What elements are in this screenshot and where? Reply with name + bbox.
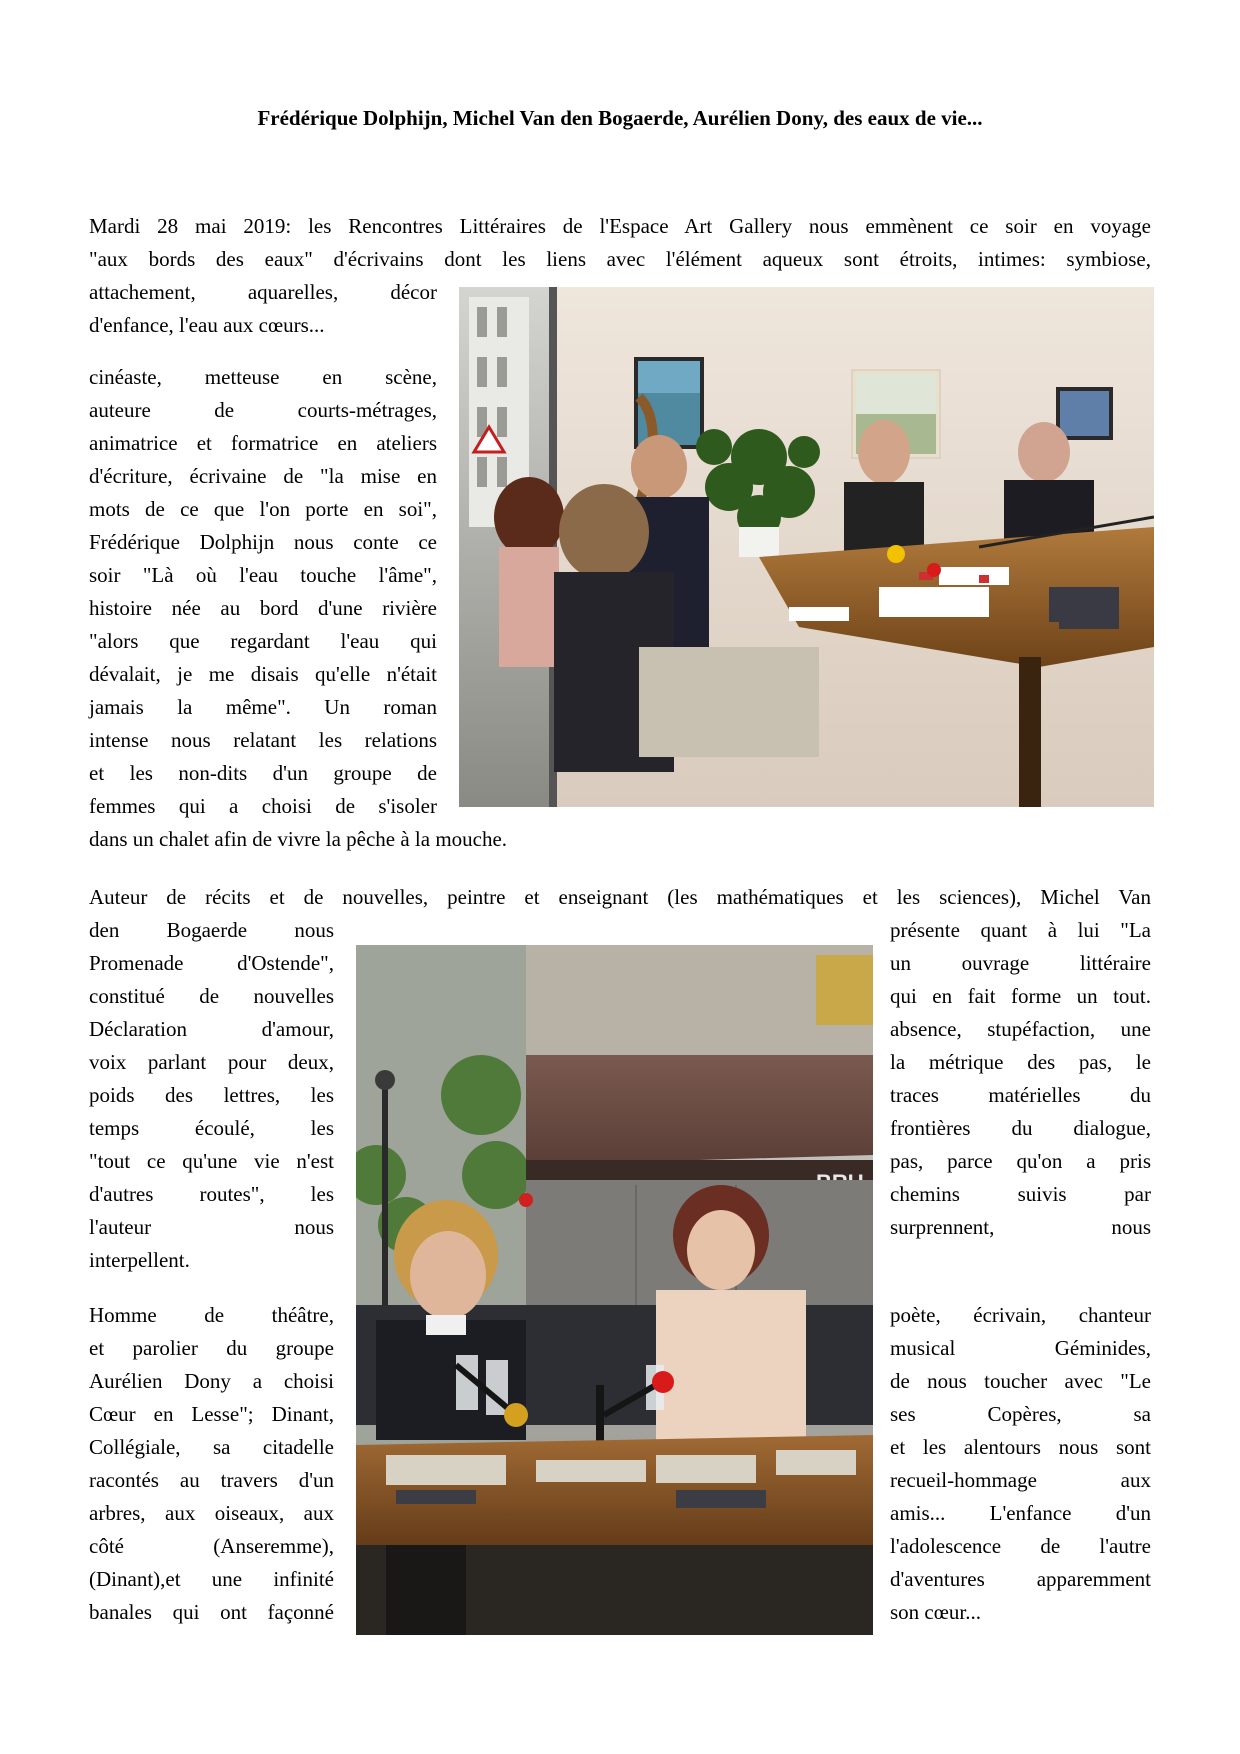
text-line: "tout ce qu'une vie n'est [89, 1149, 334, 1173]
text-line: d'aventures apparemment [890, 1567, 1151, 1591]
text-line: jamais la même". Un roman [89, 695, 437, 719]
text-line: chemins suivis par [890, 1182, 1151, 1206]
text-line: Homme de théâtre, [89, 1303, 334, 1327]
text-line: absence, stupéfaction, une [890, 1017, 1151, 1041]
text-line: l'adolescence de l'autre [890, 1534, 1151, 1558]
intro-paragraph [89, 210, 1151, 276]
text-line: et les alentours nous sont [890, 1435, 1151, 1459]
text-line: racontés au travers d'un [89, 1468, 334, 1492]
text-line: et parolier du groupe [89, 1336, 334, 1360]
dolphijn-paragraph-end [89, 823, 789, 856]
text-line: surprennent, nous [890, 1215, 1151, 1239]
text-line: constitué de nouvelles [89, 984, 334, 1008]
text-line: et les non-dits d'un groupe de [89, 761, 437, 785]
intro-left-column [89, 276, 437, 342]
text-line: recueil-hommage aux [890, 1468, 1151, 1492]
text-line: Cœur en Lesse"; Dinant, [89, 1402, 334, 1426]
text-line: den Bogaerde nous [89, 918, 334, 942]
bogaerde-paragraph-start [89, 881, 1151, 914]
text-line: l'auteur nous [89, 1215, 334, 1239]
bogaerde-right-column [890, 914, 1151, 1244]
text-line: intense nous relatant les relations [89, 728, 437, 752]
text-line: temps écoulé, les [89, 1116, 334, 1140]
text-line: histoire née au bord d'une rivière [89, 596, 437, 620]
intro-line: Mardi 28 mai 2019: les Rencontres Littéraires de l'Espace Art Gallery nous emmènent ce soir en voyage [89, 214, 1151, 238]
text-line: Promenade d'Ostende", [89, 951, 334, 975]
text-line: côté (Anseremme), [89, 1534, 334, 1558]
dony-left-column [89, 1299, 334, 1629]
text-line: femmes qui a choisi de s'isoler [89, 794, 437, 818]
text-line: son cœur... [890, 1600, 981, 1624]
text-line: musical Géminides, [890, 1336, 1151, 1360]
text-line: d'autres routes", les [89, 1182, 334, 1206]
text-line: Aurélien Dony a choisi [89, 1369, 334, 1393]
text-line: frontières du dialogue, [890, 1116, 1151, 1140]
page-title: Frédérique Dolphijn, Michel Van den Bogaerde, Aurélien Dony, des eaux de vie... [257, 106, 983, 130]
text-line: (Dinant),et une infinité [89, 1567, 334, 1591]
photo-gallery-reading [459, 287, 1154, 807]
intro-line: d'enfance, l'eau aux cœurs... [89, 313, 325, 337]
text-line: Déclaration d'amour, [89, 1017, 334, 1041]
text-line: traces matérielles du [890, 1083, 1151, 1107]
text-line: amis... L'enfance d'un [890, 1501, 1151, 1525]
text-line: dans un chalet afin de vivre la pêche à la mouche. [89, 827, 508, 851]
intro-line: "aux bords des eaux" d'écrivains dont les liens avec l'élément aqueux sont étroits, intimes: symbiose, [89, 247, 1151, 271]
text-line: un ouvrage littéraire [890, 951, 1151, 975]
intro-line: attachement, aquarelles, décor [89, 280, 437, 304]
text-line: pas, parce qu'on a pris [890, 1149, 1151, 1173]
text-line: auteure de courts-métrages, [89, 398, 437, 422]
text-line: Frédérique Dolphijn nous conte ce [89, 530, 437, 554]
text-line: "alors que regardant l'eau qui [89, 629, 437, 653]
text-line: Auteur de récits et de nouvelles, peintre et enseignant (les mathématiques et les sciences), Michel Van [89, 885, 1151, 909]
text-line: présente quant à lui "La [890, 918, 1151, 942]
text-line: soir "Là où l'eau touche l'âme", [89, 563, 437, 587]
text-line: poète, écrivain, chanteur [890, 1303, 1151, 1327]
text-line: arbres, aux oiseaux, aux [89, 1501, 334, 1525]
text-line: poids des lettres, les [89, 1083, 334, 1107]
text-line: mots de ce que l'on porte en soi", [89, 497, 437, 521]
text-line: cinéaste, metteuse en scène, [89, 365, 437, 389]
text-line: Collégiale, sa citadelle [89, 1435, 334, 1459]
text-line: voix parlant pour deux, [89, 1050, 334, 1074]
dony-right-column [890, 1299, 1151, 1629]
text-line: dévalait, je me disais qu'elle n'était [89, 662, 437, 686]
text-line: la métrique des pas, le [890, 1050, 1151, 1074]
text-line: qui en fait forme un tout. [890, 984, 1151, 1008]
dolphijn-paragraph [89, 361, 437, 823]
photo-authors-reading [356, 945, 873, 1635]
text-line: animatrice et formatrice en ateliers [89, 431, 437, 455]
text-line: interpellent. [89, 1248, 190, 1272]
text-line: banales qui ont façonné [89, 1600, 334, 1624]
text-line: d'écriture, écrivaine de "la mise en [89, 464, 437, 488]
bogaerde-left-column [89, 914, 334, 1277]
text-line: de nous toucher avec "Le [890, 1369, 1151, 1393]
text-line: ses Copères, sa [890, 1402, 1151, 1426]
